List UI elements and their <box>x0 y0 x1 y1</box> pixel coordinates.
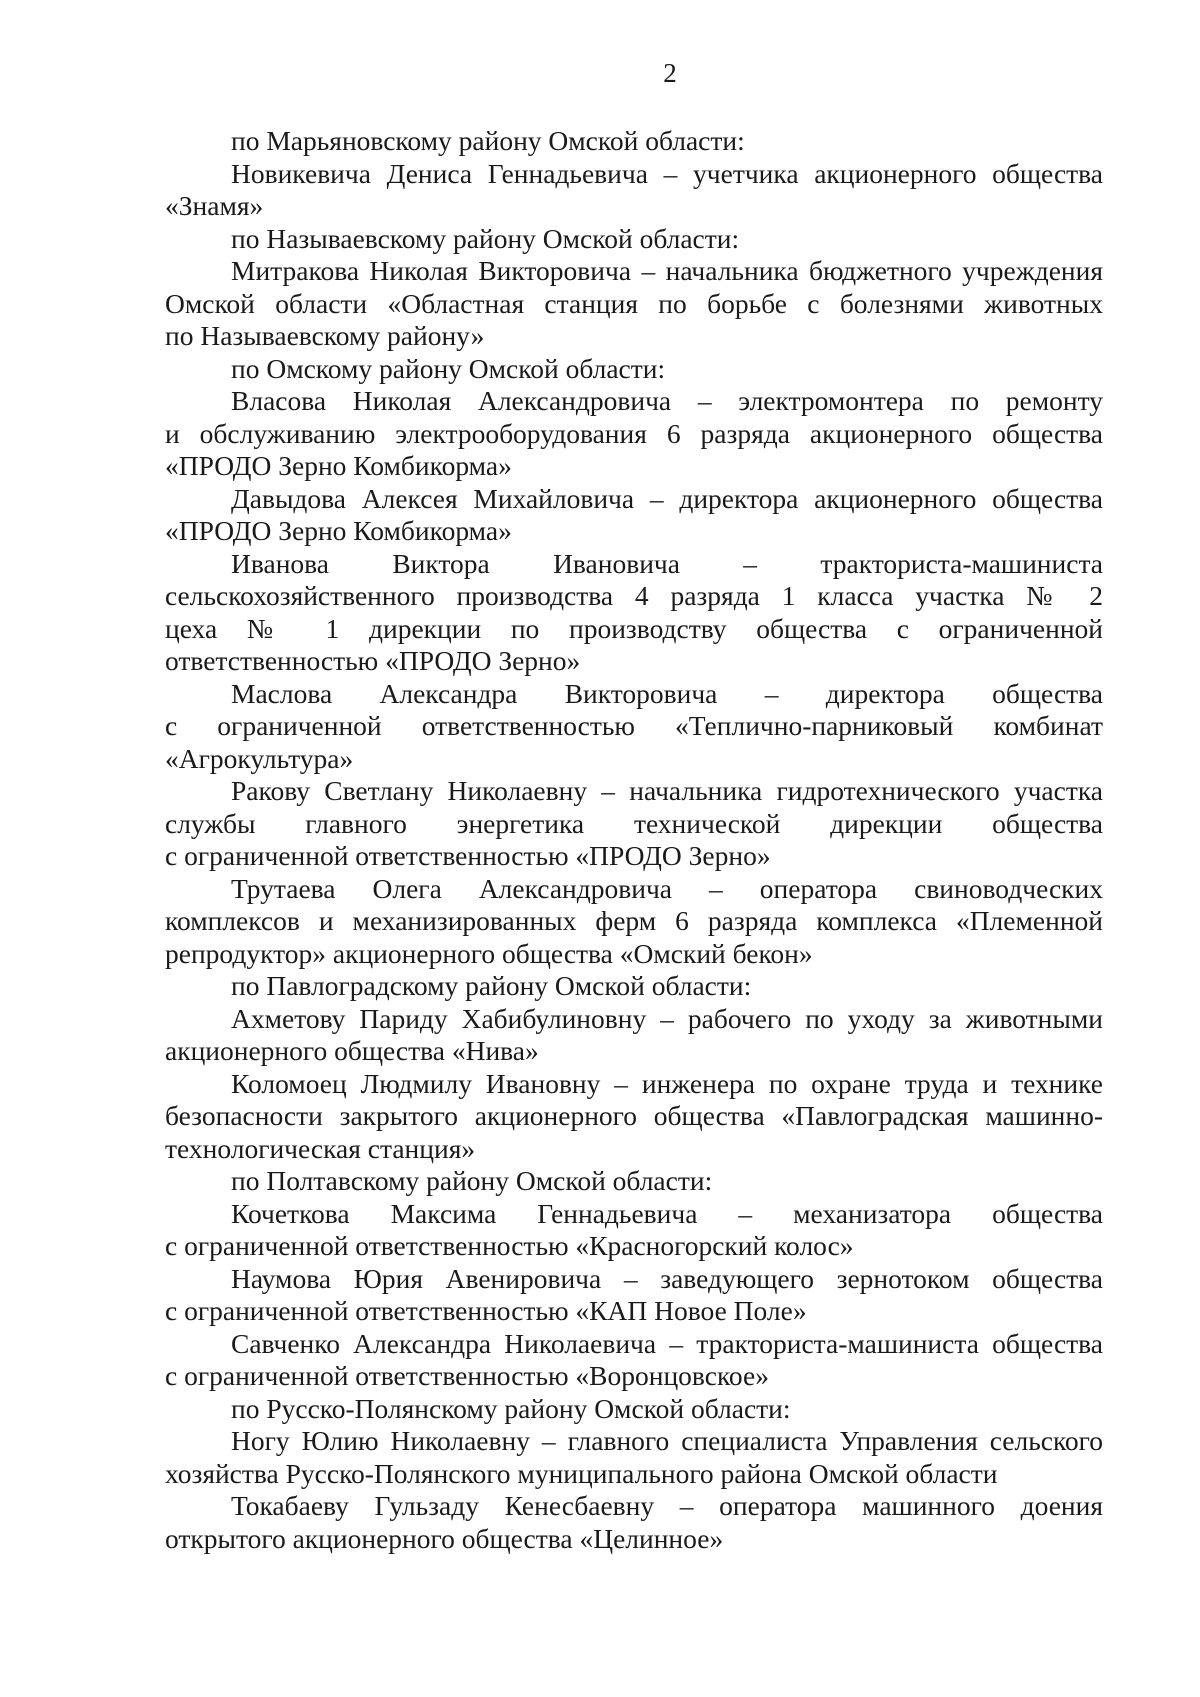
text-line: Ногу Юлию Николаевну – главного специалиста Управления сельского <box>231 1425 1103 1456</box>
text-line: с ограниченной ответственностью «КАП Новое Поле» <box>165 1295 807 1326</box>
text-line: Савченко Александра Николаевича – тракториста-машиниста общества <box>231 1327 1103 1359</box>
text-line: «Знамя» <box>165 190 264 221</box>
text-line: ответственностью «ПРОДО Зерно» <box>165 645 581 676</box>
text-line: с ограниченной ответственностью «Красногорский колос» <box>165 1230 854 1261</box>
text-line: Наумова Юрия Авенировича – заведующего зернотоком общества <box>231 1262 1103 1294</box>
text-line: Новикевича Дениса Геннадьевича – учетчика акционерного общества <box>231 157 1103 189</box>
text-line: безопасности закрытого акционерного общества «Павлоградская машинно- <box>165 1100 1103 1131</box>
text-line: по Называевскому району Омской области: <box>231 222 740 254</box>
text-line: Иванова Виктора Ивановича – тракториста-машиниста <box>231 547 1103 579</box>
text-line: открытого акционерного общества «Целинное» <box>165 1522 724 1554</box>
text-line: Коломоец Людмилу Ивановну – инженера по охране труда и технике <box>231 1067 1103 1099</box>
text-line: Ахметову Париду Хабибулиновну – рабочего по уходу за животными <box>231 1002 1103 1034</box>
document-body <box>165 125 1103 1555</box>
text-line: «Агрокультура» <box>165 742 354 774</box>
text-line: по Павлоградскому району Омской области: <box>231 970 752 1001</box>
text-line: по Русско-Полянскому району Омской области: <box>231 1392 791 1424</box>
text-line: с ограниченной ответственностью «ПРОДО Зерно» <box>165 840 771 871</box>
text-line: «ПРОДО Зерно Комбикорма» <box>165 515 512 546</box>
text-line: технологическая станция» <box>165 1132 476 1164</box>
text-line: цеха № 1 дирекции по производству общества с ограниченной <box>165 612 1103 644</box>
text-line: по Называевскому району» <box>165 320 485 351</box>
text-line: и обслуживанию электрооборудования 6 разряда акционерного общества <box>165 417 1103 449</box>
text-line: по Марьяновскому району Омской области: <box>231 125 745 156</box>
text-line: «ПРОДО Зерно Комбикорма» <box>165 450 512 481</box>
text-line: Маслова Александра Викторовича – директора общества <box>231 677 1103 709</box>
text-line: акционерного общества «Нива» <box>165 1035 539 1066</box>
text-line: Трутаева Олега Александровича – оператора свиноводческих <box>231 872 1103 904</box>
text-line: Омской области «Областная станция по борьбе с болезнями животных <box>165 287 1103 319</box>
text-line: Давыдова Алексея Михайловича – директора акционерного общества <box>231 482 1103 514</box>
text-line: Токабаеву Гульзаду Кенесбаевну – оператора машинного доения <box>231 1490 1103 1521</box>
text-line: комплексов и механизированных ферм 6 разряда комплекса «Племенной <box>165 905 1103 936</box>
text-line: службы главного энергетика технической дирекции общества <box>165 807 1103 839</box>
page-number: 2 <box>663 58 677 88</box>
text-line: Ракову Светлану Николаевну – начальника гидротехнического участка <box>231 775 1103 806</box>
text-line: репродуктор» акционерного общества «Омский бекон» <box>165 937 813 969</box>
text-line: по Полтавскому району Омской области: <box>231 1165 713 1196</box>
text-line: с ограниченной ответственностью «Воронцовское» <box>165 1360 769 1391</box>
text-line: Митракова Николая Викторовича – начальника бюджетного учреждения <box>231 255 1103 286</box>
text-line: хозяйства Русско-Полянского муниципального района Омской области <box>165 1457 998 1489</box>
text-line: Кочеткова Максима Геннадьевича – механизатора общества <box>231 1197 1103 1229</box>
text-line: с ограниченной ответственностью «Теплично-парниковый комбинат <box>165 710 1103 741</box>
text-line: Власова Николая Александровича – электромонтера по ремонту <box>231 385 1103 416</box>
text-line: по Омскому району Омской области: <box>231 352 666 384</box>
text-line: сельскохозяйственного производства 4 разряда 1 класса участка № 2 <box>165 580 1103 611</box>
